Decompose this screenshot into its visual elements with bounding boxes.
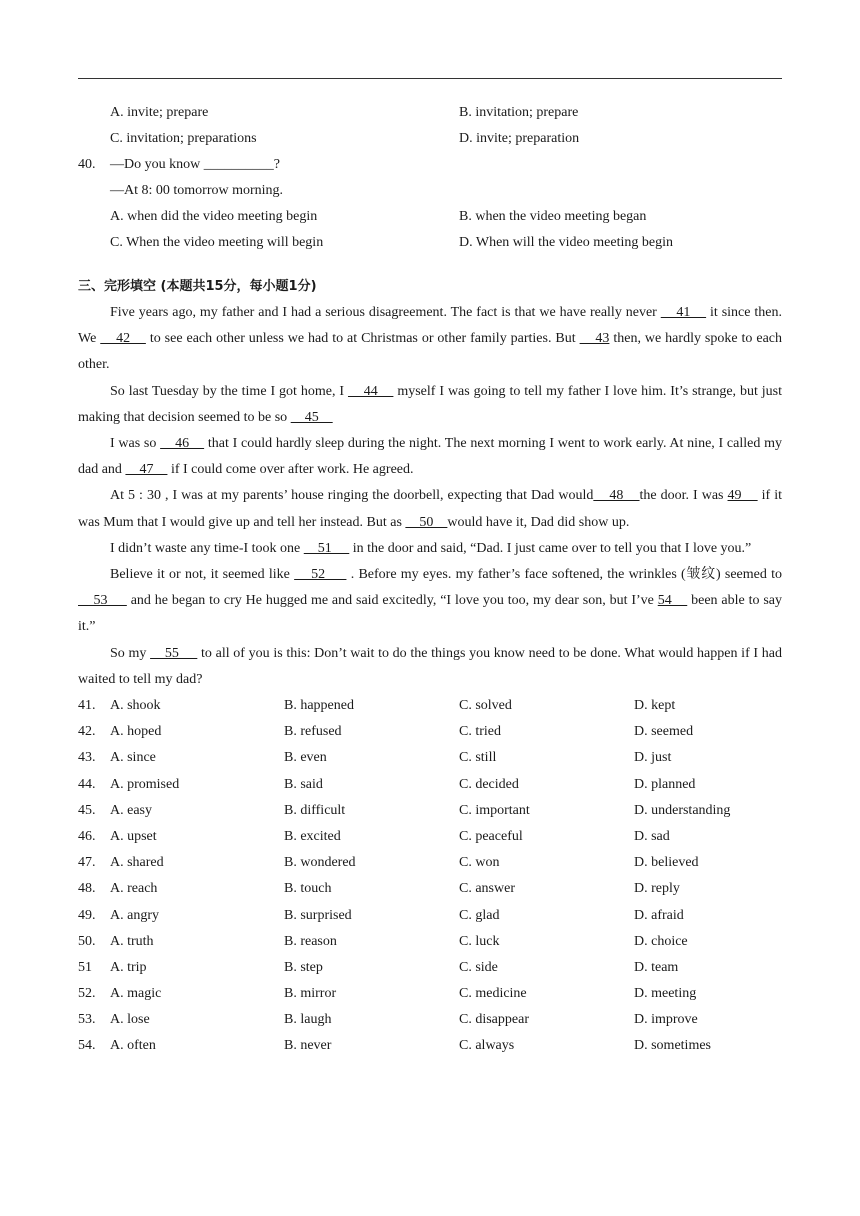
option-a: A. promised — [110, 776, 180, 792]
p3-text-3: if I could come over after work. He agreed. — [167, 462, 414, 478]
option-b: B. surprised — [284, 907, 352, 923]
option-b: B. happened — [284, 698, 354, 714]
p4-text-2: the door. I was — [639, 488, 728, 504]
option-c: C. won — [459, 855, 500, 871]
blank-49: 49 — [727, 488, 758, 504]
blank-41: 41 — [660, 305, 707, 320]
option-b: B. wondered — [284, 855, 356, 871]
blank-55: 55 — [150, 645, 198, 661]
p6-text-3: and he began to cry He hugged me and said excitedly, “I love you too, my dear son, but I’ve — [126, 593, 658, 609]
q40-number: 40. — [78, 157, 96, 172]
q39-option-d: D. invite; preparation — [459, 131, 580, 146]
q39-option-a: A. invite; prepare — [110, 105, 209, 120]
p5-text-1: I didn’t waste any time-I took one — [110, 540, 304, 556]
blank-51: 51 — [303, 540, 350, 556]
option-b: B. refused — [284, 724, 342, 740]
blank-42: 42 — [100, 331, 146, 347]
header-rule — [78, 78, 782, 79]
question-row-51 — [78, 955, 782, 981]
option-d: D. kept — [634, 698, 676, 714]
option-d: D. team — [634, 959, 679, 975]
p1-text-3: to see each other unless we had to at Christmas or other family parties. But — [145, 331, 580, 347]
question-row-53 — [78, 1007, 782, 1033]
p3-text-1: I was so — [110, 436, 161, 452]
q40-options-row-1 — [78, 204, 782, 230]
option-c: C. always — [459, 1038, 515, 1054]
p2-text-2: myself I was going to tell my father I love him. It’s strange, but just making that decision seemed to be so — [78, 383, 783, 425]
option-d: D. sometimes — [634, 1038, 711, 1054]
blank-54: 54 — [657, 593, 688, 609]
q40-stem — [78, 152, 782, 178]
p6-text-2: . Before my eyes. my father’s face softened, the wrinkles (皱纹) seemed to — [346, 567, 783, 583]
option-a: A. easy — [110, 802, 152, 818]
passage-paragraph-7 — [78, 641, 782, 693]
option-c: C. side — [459, 959, 498, 975]
option-c: C. solved — [459, 698, 512, 714]
question-number: 52. — [78, 986, 96, 1002]
p4-text-3: if it was Mum that I would give up and tell her instead. But as — [78, 488, 782, 530]
p2-text-1: So last Tuesday by the time I got home, I — [110, 383, 348, 399]
question-number: 43. — [78, 750, 96, 766]
q40-option-c: C. When the video meeting will begin — [110, 235, 324, 250]
question-number: 45. — [78, 802, 96, 818]
option-d: D. improve — [634, 1012, 698, 1028]
option-d: D. planned — [634, 776, 696, 792]
q40-line-2: —At 8: 00 tomorrow morning. — [110, 183, 284, 198]
question-row-47 — [78, 850, 782, 876]
blank-43: 43 — [579, 331, 610, 347]
p1-text-4: then, we hardly spoke to each other. — [78, 331, 782, 373]
p4-text-1: At 5 : 30 , I was at my parents’ house ringing the doorbell, expecting that Dad would — [110, 488, 594, 504]
blank-50: 50 — [405, 514, 448, 530]
p6-text-1: Believe it or not, it seemed like — [110, 567, 295, 583]
option-b: B. difficult — [284, 802, 346, 818]
p7-text-2: to all of you is this: Don’t wait to do the things you know need to be done. What would happen if I had waited to tell my dad? — [78, 645, 782, 687]
q39-option-b: B. invitation; prepare — [459, 105, 579, 120]
option-b: B. excited — [284, 828, 341, 844]
question-number: 41. — [78, 698, 96, 714]
passage-paragraph-6 — [78, 562, 782, 641]
option-d: D. reply — [634, 881, 680, 897]
option-c: C. glad — [459, 907, 500, 923]
question-number: 51 — [78, 959, 92, 975]
exam-content — [78, 100, 782, 1060]
blank-48: 48 — [593, 488, 640, 504]
question-row-54 — [78, 1033, 782, 1059]
option-c: C. decided — [459, 776, 519, 792]
question-row-49 — [78, 903, 782, 929]
question-list — [78, 693, 782, 1060]
q39-options-row-2 — [78, 126, 782, 152]
blank-45: 45 — [290, 409, 333, 425]
option-b: B. mirror — [284, 986, 337, 1002]
option-d: D. sad — [634, 828, 670, 844]
blank-53: 53 — [78, 593, 127, 609]
option-b: B. said — [284, 776, 323, 792]
option-c: C. important — [459, 802, 530, 818]
option-b: B. never — [284, 1038, 332, 1054]
option-b: B. even — [284, 750, 327, 766]
question-row-44 — [78, 772, 782, 798]
option-a: A. trip — [110, 959, 147, 975]
q40-option-d: D. When will the video meeting begin — [459, 235, 673, 250]
p1-text-1: Five years ago, my father and I had a serious disagreement. The fact is that we have really never — [110, 305, 661, 320]
option-c: C. still — [459, 750, 497, 766]
question-number: 54. — [78, 1038, 96, 1054]
passage-paragraph-2 — [78, 379, 782, 431]
option-c: C. medicine — [459, 986, 527, 1002]
option-a: A. since — [110, 750, 156, 766]
p3-text-2: that I could hardly sleep during the night. The next morning I went to work early. At nine, I called my dad and — [78, 436, 782, 478]
option-d: D. afraid — [634, 907, 684, 923]
passage-paragraph-5 — [78, 536, 782, 562]
option-d: D. just — [634, 750, 672, 766]
question-row-42 — [78, 719, 782, 745]
option-a: A. magic — [110, 986, 162, 1002]
q40-option-a: A. when did the video meeting begin — [110, 209, 318, 224]
question-row-43 — [78, 745, 782, 771]
option-a: A. shared — [110, 855, 164, 871]
question-number: 53. — [78, 1012, 96, 1028]
option-d: D. understanding — [634, 802, 731, 818]
option-a: A. shook — [110, 698, 161, 714]
q39-option-c: C. invitation; preparations — [110, 131, 257, 146]
blank-47: 47 — [125, 462, 168, 478]
p4-text-4: would have it, Dad did show up. — [447, 514, 630, 530]
question-row-46 — [78, 824, 782, 850]
blank-46: 46 — [160, 436, 205, 452]
option-d: D. choice — [634, 933, 688, 949]
option-c: C. luck — [459, 933, 500, 949]
option-a: A. truth — [110, 933, 154, 949]
option-d: D. seemed — [634, 724, 694, 740]
passage-paragraph-3 — [78, 431, 782, 483]
q40-options-row-2 — [78, 230, 782, 256]
option-c: C. answer — [459, 881, 515, 897]
question-number: 49. — [78, 907, 96, 923]
q39-options-row-1 — [78, 100, 782, 126]
option-c: C. tried — [459, 724, 501, 740]
question-number: 50. — [78, 933, 96, 949]
question-row-50 — [78, 929, 782, 955]
option-a: A. lose — [110, 1012, 150, 1028]
option-c: C. disappear — [459, 1012, 529, 1028]
p1-text-2: it since then. We — [78, 305, 782, 347]
question-row-45 — [78, 798, 782, 824]
option-b: B. reason — [284, 933, 337, 949]
option-a: A. hoped — [110, 724, 162, 740]
passage-paragraph-1 — [78, 300, 782, 379]
question-number: 48. — [78, 881, 96, 897]
q40-answer-line — [78, 178, 782, 204]
option-a: A. upset — [110, 828, 157, 844]
q40-line-1: —Do you know __________? — [110, 157, 280, 172]
passage-paragraph-4 — [78, 483, 782, 535]
option-a: A. often — [110, 1038, 156, 1054]
blank-44: 44 — [347, 383, 394, 399]
p6-text-4: been able to say it.” — [78, 593, 783, 635]
option-a: A. angry — [110, 907, 159, 923]
question-row-41 — [78, 693, 782, 719]
question-number: 46. — [78, 828, 96, 844]
option-c: C. peaceful — [459, 828, 523, 844]
section-title: 三、完形填空 (本题共15分，每小题1分) — [78, 279, 317, 294]
p7-text-1: So my — [110, 645, 151, 661]
q40-option-b: B. when the video meeting began — [459, 209, 647, 224]
option-b: B. step — [284, 959, 323, 975]
question-number: 47. — [78, 855, 96, 871]
option-d: D. meeting — [634, 986, 697, 1002]
p5-text-2: in the door and said, “Dad. I just came over to tell you that I love you.” — [349, 540, 752, 556]
option-b: B. touch — [284, 881, 332, 897]
blank-52: 52 — [294, 567, 347, 583]
question-number: 44. — [78, 776, 96, 792]
option-b: B. laugh — [284, 1012, 332, 1028]
option-a: A. reach — [110, 881, 158, 897]
question-row-52 — [78, 981, 782, 1007]
question-row-48 — [78, 876, 782, 902]
option-d: D. believed — [634, 855, 699, 871]
question-number: 42. — [78, 724, 96, 740]
